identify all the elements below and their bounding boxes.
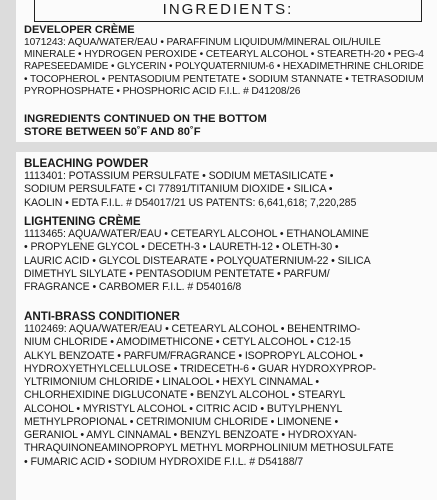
- storage-line: STORE BETWEEN 50˚F AND 80˚F: [24, 126, 201, 138]
- anti-brass-title: ANTI-BRASS CONDITIONER: [24, 310, 180, 323]
- anti-brass-line: • FUMARIC ACID • SODIUM HYDROXIDE F.I.L. # D54188/7: [24, 455, 304, 468]
- lightening-line: • PROPYLENE GLYCOL • DECETH-3 • LAURETH-12 • OLETH-30 •: [24, 241, 339, 254]
- continued-note: [24, 113, 422, 139]
- lightening-creme-title: LIGHTENING CRÈME: [24, 215, 141, 228]
- bleaching-line: 1113401: POTASSIUM PERSULFATE • SODIUM METASILICATE •: [24, 170, 334, 183]
- developer-creme-section: [24, 24, 422, 99]
- anti-brass-line: YLTRIMONIUM CHLORIDE • LINALOOL • HEXYL CINNAMAL •: [24, 376, 319, 389]
- ingredients-header: [34, 0, 422, 22]
- bleaching-powder-title: BLEACHING POWDER: [24, 157, 149, 170]
- anti-brass-line: THRAQUINONEAMINOPROPYL METHYL MORPHOLINIUM METHOSULFATE: [24, 442, 394, 455]
- anti-brass-line: METHYLPROPIONAL • CETRIMONIUM CHLORIDE • LIMONENE •: [24, 415, 339, 428]
- anti-brass-line: HYDROXYETHYLCELLULOSE • TRIDECETH-6 • GUAR HYDROXYPROP-: [24, 362, 376, 375]
- anti-brass-line: NIUM CHLORIDE • AMODIMETHICONE • CETYL ALCOHOL • C12-15: [24, 336, 351, 349]
- lightening-creme-section: [24, 215, 422, 294]
- anti-brass-line: GERANIOL • AMYL CINNAMAL • BENZYL BENZOATE • HYDROXYAN-: [24, 429, 357, 442]
- bleaching-powder-section: [24, 157, 422, 210]
- developer-line: 1071243: AQUA/WATER/EAU • PARAFFINUM LIQUIDUM/MINERAL OIL/HUILE: [24, 36, 381, 48]
- anti-brass-line: ALKYL BENZOATE • PARFUM/FRAGRANCE • ISOPROPYL ALCOHOL •: [24, 349, 364, 362]
- bleaching-line: KAOLIN • EDTA F.I.L. # D54017/21 US PATENTS: 6,641,618; 7,220,285: [24, 196, 357, 209]
- anti-brass-line: CHLORHEXIDINE DIGLUCONATE • BENZYL ALCOHOL • STEARYL: [24, 389, 346, 402]
- bleaching-line: SODIUM PERSULFATE • CI 77891/TITANIUM DIOXIDE • SILICA •: [24, 183, 333, 196]
- lightening-line: 1113465: AQUA/WATER/EAU • CETEARYL ALCOHOL • ETHANOLAMINE: [24, 228, 369, 241]
- developer-line: • TOCOPHEROL • PENTASODIUM PENTETATE • SODIUM STANNATE • TETRASODIUM: [24, 73, 424, 85]
- ingredients-header-text: INGREDIENTS:: [162, 1, 294, 18]
- anti-brass-line: 1102469: AQUA/WATER/EAU • CETEARYL ALCOHOL • BEHENTRIMO-: [24, 323, 361, 336]
- developer-line: MINERALE • HYDROGEN PEROXIDE • CETEARYL ALCOHOL • STEARETH-20 • PEG-4: [24, 48, 424, 60]
- lightening-line: LAURIC ACID • GLYCOL DISTEARATE • POLYQUATERNIUM-22 • SILICA: [24, 254, 371, 267]
- continued-line: INGREDIENTS CONTINUED ON THE BOTTOM: [24, 113, 267, 125]
- anti-brass-line: ALCOHOL • MYRISTYL ALCOHOL • CITRIC ACID • BUTYLPHENYL: [24, 402, 343, 415]
- developer-creme-title: DEVELOPER CRÈME: [24, 24, 135, 36]
- anti-brass-conditioner-section: [24, 310, 422, 469]
- developer-line: PYROPHOSPHATE • PHOSPHORIC ACID F.I.L. # D41208/26: [24, 86, 301, 98]
- lightening-line: FRAGRANCE • CARBOMER F.I.L. # D54016/8: [24, 281, 242, 294]
- developer-line: RAPESEEDAMIDE • GLYCERIN • POLYQUATERNIUM-6 • HEXADIMETHRINE CHLORIDE: [24, 61, 424, 73]
- lightening-line: DIMETHYL SILYLATE • PENTASODIUM PENTETATE • PARFUM/: [24, 267, 330, 280]
